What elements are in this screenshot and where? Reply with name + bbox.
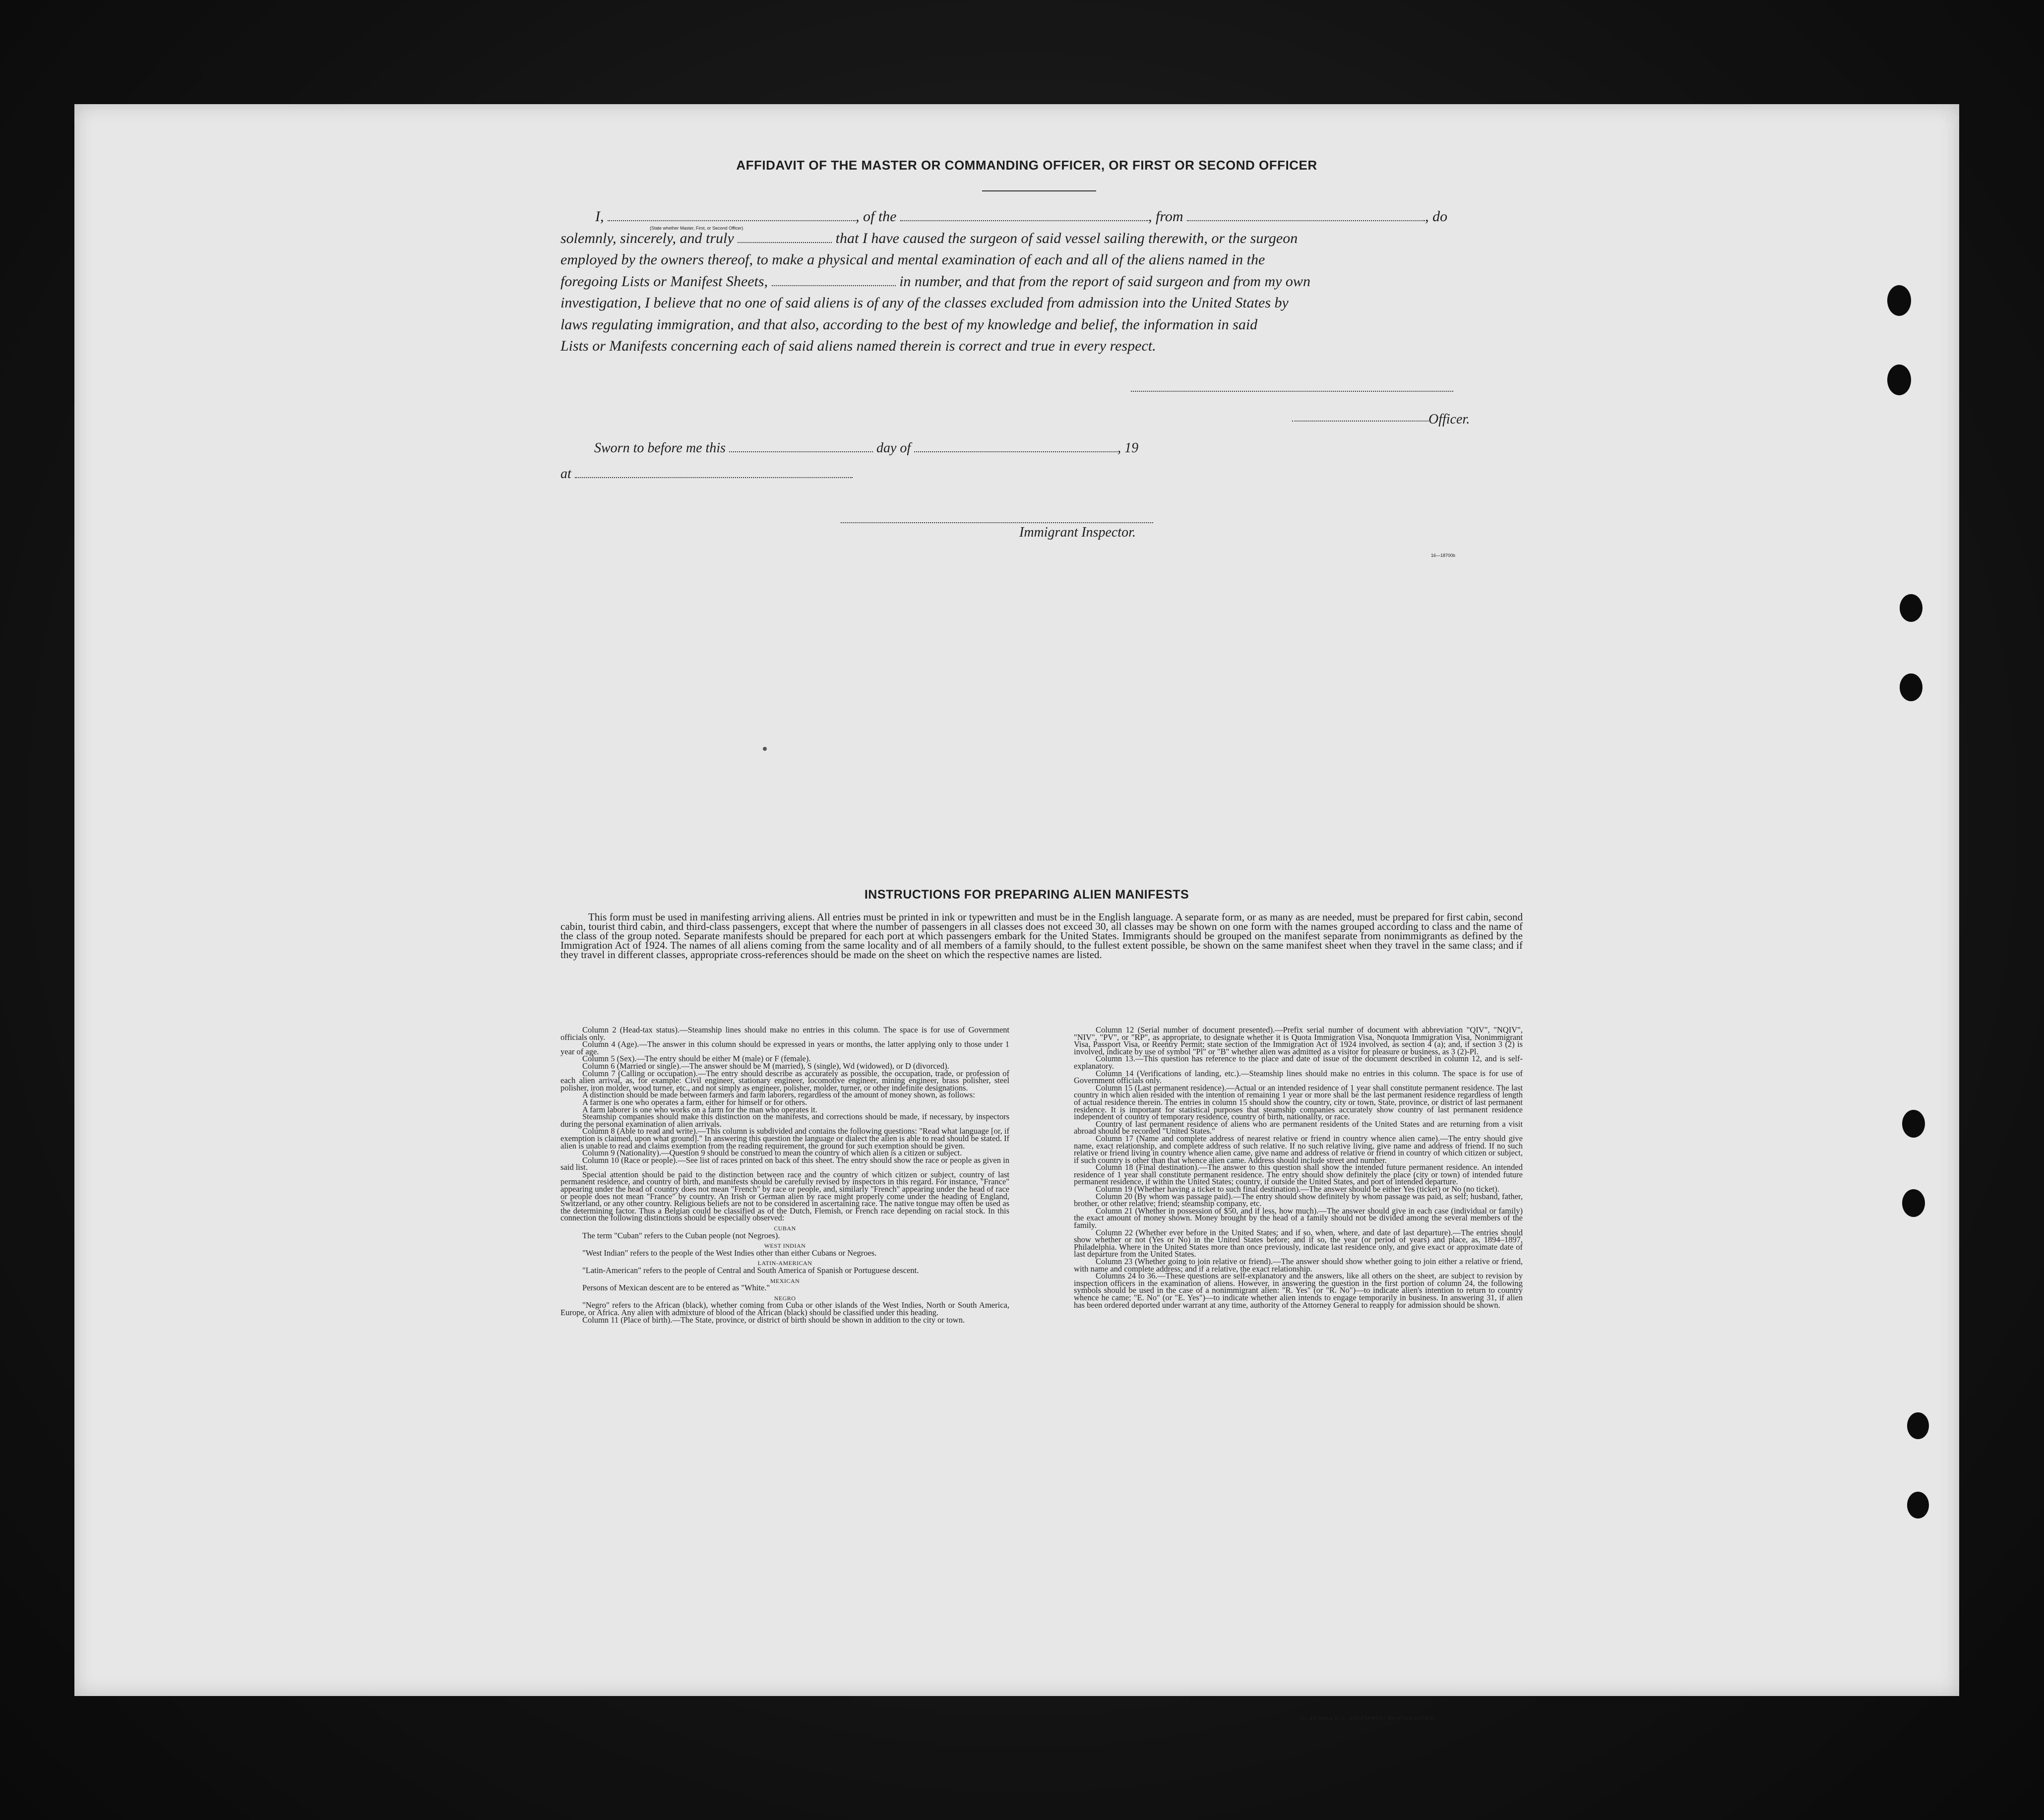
right-paragraph: Column 14 (Verifications of landing, etc.).—Steamship lines should make no entries in this column. The space is for use of Government officials only.	[1074, 1068, 1523, 1086]
punch-hole	[1900, 673, 1922, 701]
right-paragraph: Column 13.—This question has reference to the place and date of issue of the document described in column 12, and is self-explanatory.	[1074, 1054, 1523, 1071]
manifest-sheet	[74, 104, 1959, 1721]
affidavit-line-2: solemnly, sincerely, and truly that I have caused the surgeon of said vessel sailing therewith, or the surgeon	[560, 230, 1298, 246]
at-line: at	[560, 466, 853, 482]
left-paragraph: Column 6 (Married or single).—The answer should be M (married), S (single), Wd (widowed), or D (divorced).	[582, 1061, 949, 1071]
sworn-place-blank[interactable]	[575, 467, 853, 478]
form-code: 16—18700b	[1431, 553, 1456, 558]
left-paragraph: A farm laborer is one who works on a farm for the man who operates it.	[582, 1104, 817, 1114]
column-11-text: Column 11 (Place of birth).—The State, province, or district of birth should be shown in addition to the city or town.	[582, 1315, 965, 1325]
right-paragraph: Column 23 (Whether going to join relative or friend).—The answer should show whether going to join either a relative or friend, with name and complete address; and if a relative, the exact relationship.	[1074, 1257, 1523, 1274]
left-paragraph: Column 9 (Nationality).—Question 9 should be construed to mean the country of which alien is a citizen or subject.	[582, 1148, 962, 1158]
paper-speck	[763, 747, 767, 751]
right-paragraph: Column 19 (Whether having a ticket to such final destination).—The answer should be either Yes (ticket) or No (no ticket).	[1096, 1184, 1499, 1194]
right-paragraph: Column 15 (Last permanent residence).—Actual or an intended residence of 1 year shall constitute permanent residence. The last country in which alien resided with the intention of remaining 1 year or more shall be the last permanent residence regardless of length of actual residence therein. The entries in column 15 should show the country, city or town, State, province, or district of last permanent residence. It is important for statistical purposes that steamship companies accurately show country of last permanent residence independent of country of temporary residence, country of birth, nationality, or race.	[1074, 1083, 1523, 1122]
right-paragraph: Column 18 (Final destination).—The answer to this question shall show the intended future permanent residence. An intended residence of 1 year shall constitute permanent residence. The entry should show definitely the place (city or town) of intended future permanent residence, if within the United States; country, if outside the United States, and port of intended departure.	[1074, 1162, 1523, 1187]
left-paragraph: Column 5 (Sex).—The entry should be either M (male) or F (female).	[582, 1054, 811, 1064]
affidavit-line-6: laws regulating immigration, and that also, according to the best of my knowledge and belief, the information in said	[560, 316, 1258, 333]
punch-hole	[1907, 1492, 1929, 1518]
left-paragraph: Column 2 (Head-tax status).—Steamship lines should make no entries in this column. The space is for use of Government officials only.	[560, 1025, 1009, 1042]
inspector-label: Immigrant Inspector.	[1019, 525, 1136, 540]
affidavit-line-5: investigation, I believe that no one of said aliens is of any of the classes excluded from admission into the United States by	[560, 295, 1289, 311]
left-paragraph: Special attention should be paid to the distinction between race and the country of which citizen or subject, country of last permanent residence, and country of birth, and manifests should be carefully revised by inspectors in this regard. For instance, "France" appearing under the head of country does not mean "French" by race or people, and, similarly "French" appearing under the head of race or people does not mean "France" by country. An Irish or German alien by race might properly come under the heading of England, Switzerland, or any other country. Religious beliefs are not to be considered in ascertaining race. The native tongue may often be used as the determining factor. Thus a Belgian could be classified as of the Dutch, Flemish, or French race depending on racial stock. In this connection the following distinctions should be especially observed:	[560, 1169, 1009, 1223]
right-paragraph: Country of last permanent residence of aliens who are permanent residents of the United States and are returning from a visit abroad should be recorded "United States."	[1074, 1119, 1523, 1136]
left-paragraph: Column 10 (Race or people).—See list of races printed on back of this sheet. The entry should show the race or people as given in said list.	[560, 1155, 1009, 1172]
affidavit-line-1: I, , of the , from , do	[595, 208, 1448, 225]
punch-hole	[1887, 364, 1911, 395]
instructions-intro: This form must be used in manifesting arriving aliens. All entries must be printed in ink or typewritten and must be in the English language. A separate form, or as many as are needed, must be prepared for first cabin, second cabin, tourist third cabin, and third-class passengers, except that where the number of passengers in all classes does not exceed 30, all classes may be shown on one form with the names grouped according to class and the name of the class of the group noted. Separate manifests should be prepared for each port at which passengers embark for the United States. Immigrants should be grouped on the manifest separate from nonimmigrants as defined by the Immigration Act of 1924. The names of all aliens coming from the same locality and of all members of a family should, to the fullest extent possible, be shown on the same manifest sheet when they travel in the same class; and if they travel in different classes, appropriate cross-references should be made on the sheet on which the respective names are listed.	[560, 911, 1523, 961]
punch-hole	[1902, 1110, 1925, 1138]
right-paragraph: Column 17 (Name and complete address of nearest relative or friend in country whence alien came).—The entry should give name, exact relationship, and complete address of such relative. If no such relative living, give name and address of friend. If no such relative or friend living in country whence alien came, give name and address of relative or friend in country of which citizen or subject, if such country is other than that whence alien came. Address should include street and number.	[1074, 1133, 1523, 1165]
instructions-left-column	[560, 1027, 1009, 1324]
title-rule	[982, 190, 1096, 191]
right-paragraph: Column 22 (Whether ever before in the United States; and if so, when, where, and date of last departure).—The entries should show whether or not (Yes or No) in the United States before; and if so, the year (or period of years) and place, as, 1894–1897, Philadelphia. Where in the United States more than once previously, indicate last residence only, and give exact or approximate date of last departure from the United States.	[1074, 1227, 1523, 1259]
latin-american-text: "Latin-American" refers to the people of Central and South America of Spanish or Portuguese descent.	[582, 1266, 919, 1275]
left-paragraph: Steamship companies should make this distinction on the manifests, and corrections should be made, if necessary, by inspectors during the personal examination of alien arrivals.	[560, 1112, 1009, 1129]
officer-label: Officer.	[1428, 412, 1470, 427]
inspector-signature-line[interactable]	[841, 522, 1153, 523]
port-from-blank[interactable]	[1187, 209, 1425, 221]
right-paragraph: Column 20 (By whom was passage paid).—The entry should show definitely by whom passage was paid, as self; husband, father, brother, or other relative; friend; steamship company, etc.	[1074, 1191, 1523, 1209]
instructions-right-column	[1074, 1027, 1523, 1309]
left-paragraph: A distinction should be made between farmers and farm laborers, regardless of the amount of money shown, as follows:	[582, 1090, 975, 1100]
west-indian-heading: WEST INDIAN	[764, 1242, 806, 1250]
cuban-heading: CUBAN	[774, 1225, 796, 1232]
mexican-text: Persons of Mexican descent are to be entered as "White."	[582, 1283, 770, 1293]
negro-heading: NEGRO	[774, 1294, 796, 1302]
sworn-day-blank[interactable]	[729, 441, 873, 452]
officer-title-line[interactable]	[1292, 421, 1428, 422]
officer-rank-blank[interactable]	[608, 209, 856, 221]
punch-hole	[1887, 285, 1911, 316]
punch-hole	[1907, 1412, 1929, 1439]
oath-blank[interactable]	[738, 231, 832, 243]
punch-hole	[1900, 594, 1922, 622]
left-paragraph: A farmer is one who operates a farm, either for himself or for others.	[582, 1097, 807, 1107]
mexican-heading: MEXICAN	[770, 1277, 800, 1284]
left-paragraph: Column 7 (Calling or occupation).—The entry should describe as accurately as possible, the occupation, trade, or profession of each alien arrival, as, for example: Civil engineer, stationary engineer, locomotive engineer, mining engineer, brass polisher, steel polisher, iron molder, wood turner, etc., and not simply as engineer, polisher, molder, turner, or other indefinite designations.	[560, 1068, 1009, 1092]
affidavit-title: AFFIDAVIT OF THE MASTER OR COMMANDING OFFICER, OR FIRST OR SECOND OFFICER	[736, 158, 1317, 173]
printing-office-footer: 16—18700b-2 U. S. GOVERNMENT PRINTING OFFICE	[1300, 1716, 1434, 1721]
west-indian-text: "West Indian" refers to the people of the West Indies other than either Cubans or Negroes.	[582, 1248, 877, 1258]
latin-american-heading: LATIN-AMERICAN	[757, 1260, 812, 1267]
sworn-line: Sworn to before me this day of , 19	[594, 440, 1139, 456]
punch-hole	[1902, 1189, 1925, 1217]
vessel-name-blank[interactable]	[900, 209, 1148, 221]
cuban-text: The term "Cuban" refers to the Cuban people (not Negroes).	[582, 1230, 780, 1240]
negro-text: "Negro" refers to the African (black), whether coming from Cuba or other islands of the West Indies, North or South America, Europe, or Africa. Any alien with admixture of blood of the African (black) should be classified under this heading.	[560, 1300, 1009, 1317]
right-paragraph: Column 21 (Whether in possession of $50, and if less, how much).—The answer should give in each case (individual or family) the exact amount of money shown. Money brought by the head of a family should not be divided among the several members of the family.	[1074, 1206, 1523, 1230]
officer-signature-line[interactable]	[1131, 391, 1453, 392]
affidavit-line-3: employed by the owners thereof, to make a physical and mental examination of each and all of the aliens named in the	[560, 251, 1265, 268]
sheet-count-blank[interactable]	[772, 274, 896, 286]
affidavit-body	[560, 206, 1523, 357]
affidavit-line-7: Lists or Manifests concerning each of said aliens named therein is correct and true in every respect.	[560, 338, 1156, 354]
caption-note: (State whether Master, First, or Second Officer)	[650, 226, 743, 231]
left-paragraph: Column 8 (Able to read and write).—This column is subdivided and contains the following questions: "Read what language [or, if exemption is claimed, upon what ground]." In answering this question the language or dialect the alien is able to read should be stated. If alien is unable to read and claims exemption from the reading requirement, the ground for such exemption should be given.	[560, 1126, 1009, 1151]
left-paragraph: Column 4 (Age).—The answer in this column should be expressed in years or months, the latter applying only to those under 1 year of age.	[560, 1039, 1009, 1056]
affidavit-line-4: foregoing Lists or Manifest Sheets, in number, and that from the report of said surgeon and from my own	[560, 273, 1310, 290]
right-paragraph: Columns 24 to 36.—These questions are self-explanatory and the answers, like all others on the sheet, are subject to revision by inspection officers in the examination of aliens. However, in answering the question in the first portion of column 24, the following symbols should be used in the case of a nonimmigrant alien: "R. Yes" (or "R. No")—to indicate alien's intention to return to country whence he came; "E. No" (or "E. Yes")—to indicate whether alien intends to engage temporarily in business. In answering 31, if alien has been ordered deported under warrant at any time, authority of the Attorney General to reapply for admission should be shown.	[1074, 1271, 1523, 1310]
instructions-title: INSTRUCTIONS FOR PREPARING ALIEN MANIFESTS	[864, 888, 1189, 902]
right-paragraph: Column 12 (Serial number of document presented).—Prefix serial number of document with abbreviation "QIV", "NQIV", "NIV", "PV", or "RP", as appropriate, to designate whether it is Quota Immigration Visa, Nonquota Immigration Visa, Nonimmigrant Visa, Passport Visa, or Reentry Permit; state section of the Immigration Act of 1924 involved, as section 4 (a); and, if section 3 (2) is involved, indicate by use of symbol "Pl" or "B" whether alien was admitted as a visitor for pleasure or business, as 3 (2)-Pl.	[1074, 1025, 1523, 1056]
sworn-month-blank[interactable]	[914, 441, 1117, 452]
